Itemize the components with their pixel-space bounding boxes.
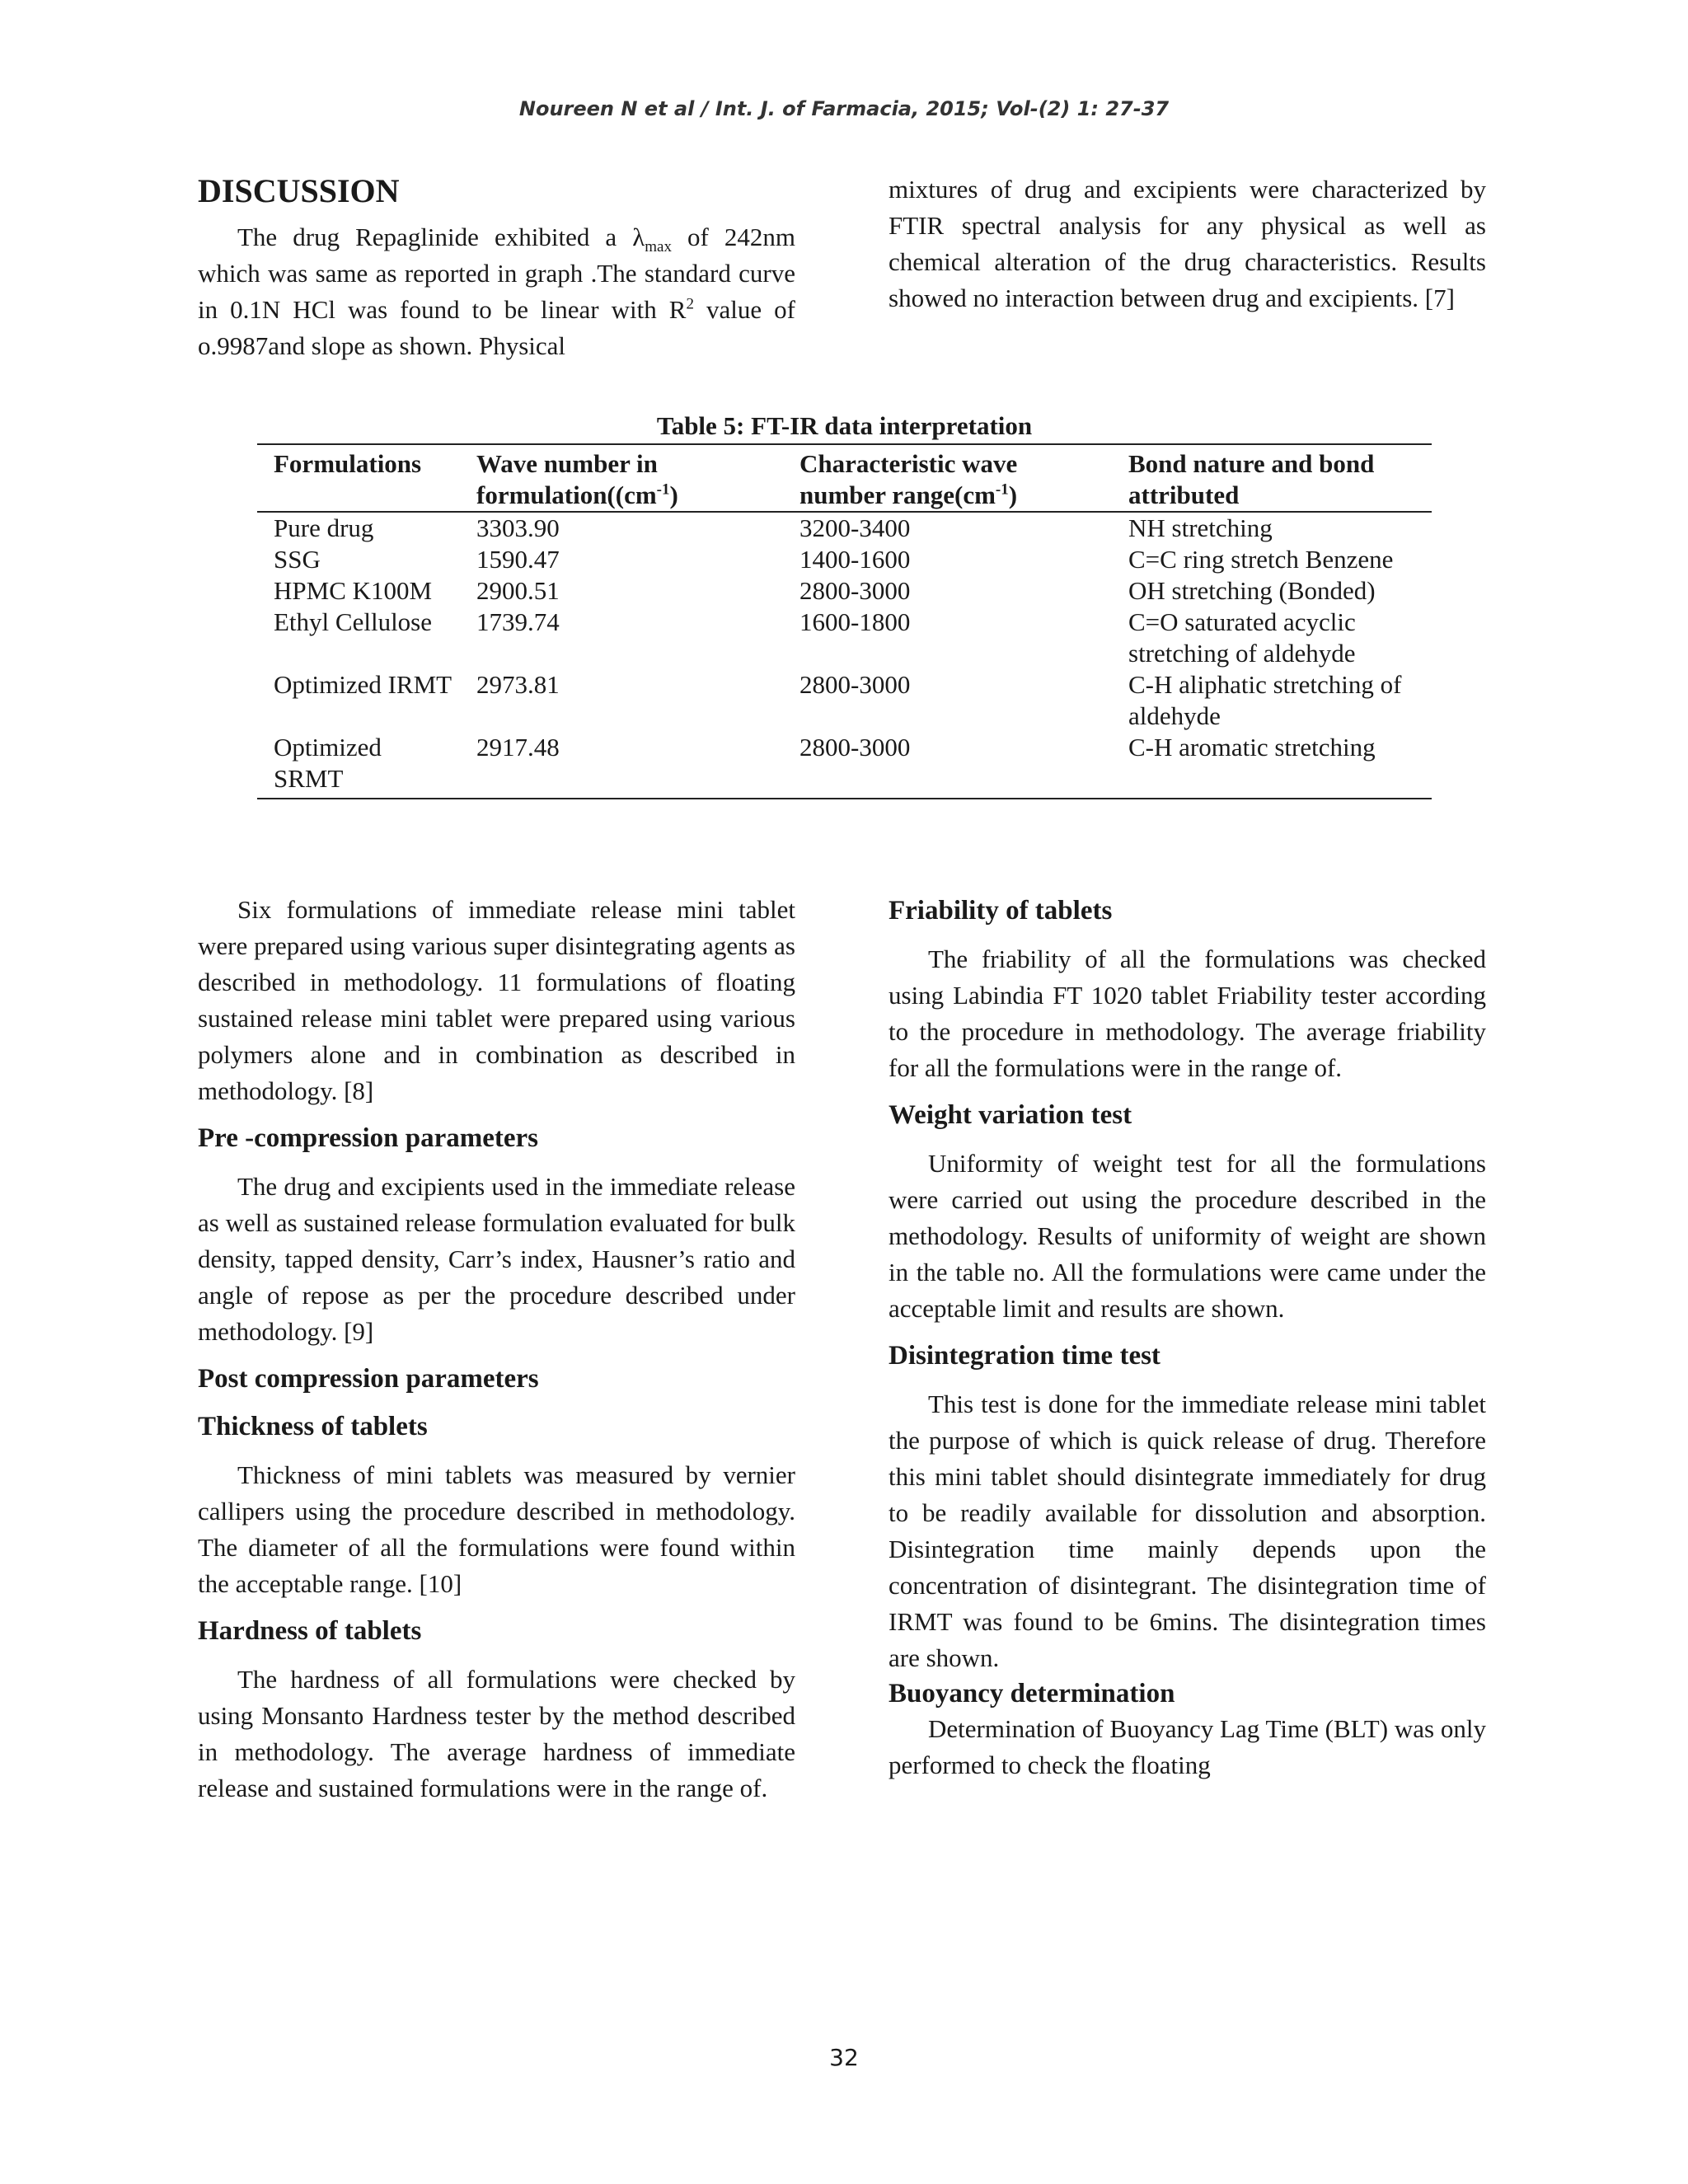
buoyancy-text: Determination of Buoyancy Lag Time (BLT) was only performed to check the floating	[889, 1714, 1486, 1779]
disintegration-heading: Disintegration time test	[889, 1341, 1160, 1371]
header-formulations: Formulations	[257, 444, 460, 512]
table-row	[257, 669, 1432, 732]
lambda-max-subscript: max	[645, 238, 672, 256]
cell-wavenumber: 1739.74	[476, 607, 560, 636]
postcompression-heading: Post compression parameters	[198, 1364, 539, 1394]
cell-range: 3200-3400	[799, 513, 911, 542]
table-row	[257, 732, 1432, 799]
disintegration-text: This test is done for the immediate release mini tablet the purpose of which is quick release of drug. Therefore this mini tablet should disintegrate immediately for drug to be readily available for dissolution and absorption. Disintegration time mainly depends upon the concentration of disintegrant. The disintegration time of IRMT was found to be 6mins. The disintegration times are shown.	[889, 1390, 1486, 1672]
table-row	[257, 512, 1432, 544]
precompression-heading: Pre -compression parameters	[198, 1123, 538, 1153]
table-header-row	[257, 444, 1432, 512]
discussion-left-column	[198, 171, 795, 364]
cell-wavenumber: 3303.90	[476, 513, 560, 542]
cell-bond: C-H aliphatic stretching of aldehyde	[1128, 670, 1402, 730]
cell-formulation: Pure drug	[274, 513, 374, 542]
page-number: 32	[829, 2044, 859, 2071]
thickness-heading: Thickness of tablets	[198, 1412, 428, 1441]
header-bond-nature: Bond nature and bond attributed	[1112, 444, 1432, 512]
cell-formulation: Optimized IRMT	[274, 670, 452, 699]
cell-formulation: Ethyl Cellulose	[274, 607, 433, 636]
table-5-title: Table 5: FT-IR data interpretation	[656, 411, 1033, 440]
formulations-paragraph: Six formulations of immediate release mini tablet were prepared using various super disintegrating agents as described in methodology. 11 formulations of floating sustained release mini tablet were prepared using various polymers alone and in combination as described in methodology. [8]	[198, 895, 795, 1105]
cell-range: 1400-1600	[799, 545, 911, 574]
lower-right-column	[889, 893, 1486, 1783]
discussion-text-c: value of o.9987and slope as shown. Physical	[198, 295, 795, 360]
running-header: Noureen N et al / Int. J. of Farmacia, 2015; Vol-(2) 1: 27-37	[518, 97, 1170, 120]
cell-formulation: SSG	[274, 545, 321, 574]
buoyancy-heading: Buoyancy determination	[889, 1679, 1175, 1708]
friability-heading: Friability of tablets	[889, 896, 1113, 926]
ftir-table	[257, 443, 1432, 799]
thickness-text: Thickness of mini tablets was measured by vernier callipers using the procedure described in methodology. The diameter of all the formulations were found within the acceptable range. [10]	[198, 1460, 795, 1598]
discussion-heading: DISCUSSION	[198, 172, 400, 209]
cell-range: 2800-3000	[799, 670, 911, 699]
table-row	[257, 544, 1432, 575]
cell-wavenumber: 2900.51	[476, 576, 560, 605]
cell-range: 1600-1800	[799, 607, 911, 636]
header-wave-number-text: Wave number in formulation((cm	[476, 449, 658, 509]
header-wave-number	[460, 444, 783, 512]
cell-range: 2800-3000	[799, 576, 911, 605]
cell-wavenumber: 1590.47	[476, 545, 560, 574]
cell-range: 2800-3000	[799, 733, 911, 762]
weight-variation-text: Uniformity of weight test for all the formulations were carried out using the procedure described in the methodology. Results of uniformity of weight are shown in the table no. All the formulations were came under the acceptable limit and results are shown.	[889, 1149, 1486, 1323]
discussion-text-b: of 242nm which was same as reported in graph .The standard curve in 0.1N HCl was found to be linear with R	[198, 223, 795, 324]
header-range-sup: -1	[995, 480, 1009, 499]
r-squared-superscript: 2	[686, 295, 694, 313]
hardness-text: The hardness of all formulations were checked by using Monsanto Hardness tester by the method described in methodology. The average hardness of immediate release and sustained formulations were in the range of.	[198, 1665, 795, 1802]
discussion-paragraph	[198, 219, 795, 364]
header-characteristic-range	[783, 444, 1112, 512]
friability-text: The friability of all the formulations was checked using Labindia FT 1020 tablet Friability tester according to the procedure in methodology. The average friability for all the formulations were in the range of.	[889, 944, 1486, 1082]
cell-bond: C=C ring stretch Benzene	[1128, 545, 1394, 574]
discussion-continuation: mixtures of drug and excipients were characterized by FTIR spectral analysis for any physical as well as chemical alteration of the drug characteristics. Results showed no interaction between drug and excipients. [7]	[889, 175, 1486, 312]
table-row	[257, 575, 1432, 607]
header-range-text: Characteristic wave number range(cm	[799, 449, 1018, 509]
precompression-text: The drug and excipients used in the immediate release as well as sustained release formulation evaluated for bulk density, tapped density, Carr’s index, Hausner’s ratio and angle of repose as per the procedure described under methodology. [9]	[198, 1172, 795, 1346]
header-range-close: )	[1008, 480, 1018, 509]
header-wave-number-sup: -1	[656, 480, 670, 499]
cell-wavenumber: 2917.48	[476, 733, 560, 762]
cell-bond: OH stretching (Bonded)	[1128, 576, 1376, 605]
table-5	[257, 409, 1432, 799]
cell-bond: NH stretching	[1128, 513, 1273, 542]
header-wave-number-close: )	[669, 480, 678, 509]
weight-variation-heading: Weight variation test	[889, 1100, 1132, 1130]
cell-wavenumber: 2973.81	[476, 670, 560, 699]
cell-bond: C-H aromatic stretching	[1128, 733, 1376, 762]
lower-left-column	[198, 892, 795, 1807]
discussion-text-a: The drug Repaglinide exhibited a λ	[237, 223, 645, 251]
cell-formulation: Optimized SRMT	[274, 733, 382, 793]
discussion-right-column	[889, 171, 1486, 316]
table-row	[257, 607, 1432, 669]
cell-formulation: HPMC K100M	[274, 576, 433, 605]
hardness-heading: Hardness of tablets	[198, 1616, 422, 1646]
cell-bond: C=O saturated acyclic stretching of aldehyde	[1128, 607, 1356, 668]
